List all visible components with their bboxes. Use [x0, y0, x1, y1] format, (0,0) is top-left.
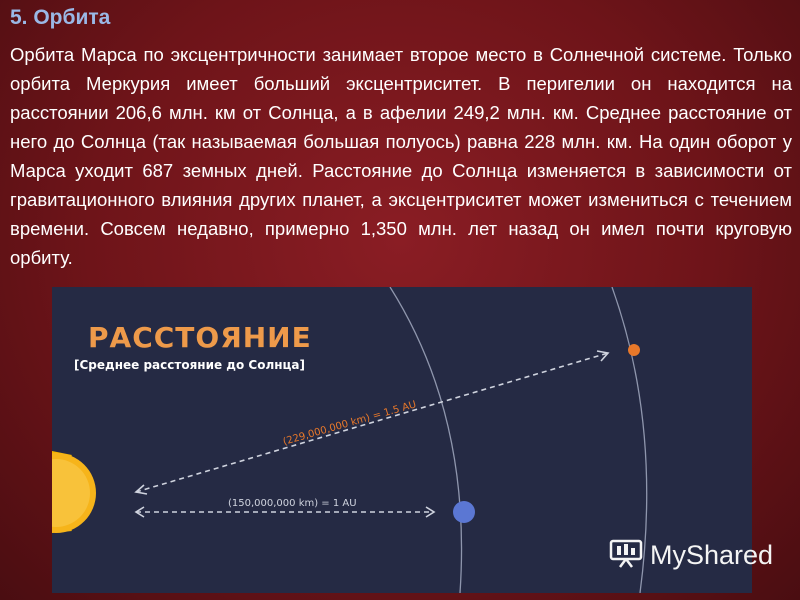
slide-title: 5. Орбита: [10, 6, 111, 29]
mars-icon: [628, 344, 640, 356]
mars-distance-label: (229,000,000 km) = 1.5 AU: [281, 399, 418, 448]
earth-distance-label: (150,000,000 km) = 1 AU: [228, 498, 357, 509]
watermark[interactable]: [608, 538, 788, 572]
presentation-screen-icon: [608, 538, 644, 573]
earth-orbit-line: [390, 287, 462, 593]
body-paragraph: Орбита Марса по эксцентричности занимает второе место в Солнечной системе. Только орбита Меркурия имеет больший эксцентриситет. В перигелии он находится на расстоянии 206,6 млн. км от Солнца, а в афелии 249,2 млн. км. Среднее расстояние от него до Солнца (так называемая большая полуось) равна 228 млн. км. На один оборот у Марса уходит 687 земных дней. Расстояние до Солнца изменяется в зависимости от гравитационного влияния других планет, а эксцентриситет может измениться с течением времени. Совсем недавно, примерно 1,350 млн. лет назад он имел почти круговую орбиту.: [10, 44, 792, 268]
watermark-text: MyShared: [650, 539, 774, 570]
diagram-subheading: [Среднее расстояние до Солнца]: [74, 358, 306, 372]
diagram-heading: РАССТОЯНИЕ: [88, 321, 312, 354]
earth-icon: [453, 501, 475, 523]
sun-icon: [52, 451, 96, 533]
